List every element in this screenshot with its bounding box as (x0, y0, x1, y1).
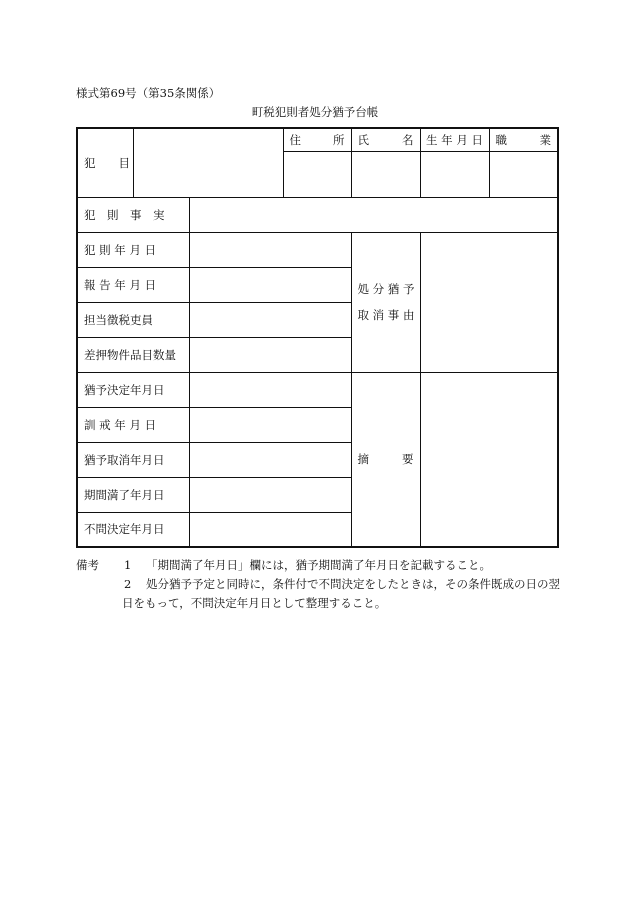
officer-label: 担当徴税吏員 (77, 302, 189, 337)
address-header: 住 所 (283, 128, 351, 151)
notes-label: 備考 (76, 558, 99, 572)
ledger-table (76, 127, 559, 548)
report-date-label: 報 告 年 月 日 (77, 267, 189, 302)
page-title: 町税犯則者処分猶予台帳 (251, 105, 379, 119)
grace-cancel-date-label: 猶予取消年月日 (77, 442, 189, 477)
note-item (76, 575, 560, 594)
grace-cancel-date-cell[interactable] (189, 442, 351, 477)
address-cell[interactable] (283, 151, 351, 197)
occupation-header: 職 業 (489, 128, 558, 151)
admonition-date-label: 訓 戒 年 月 日 (77, 407, 189, 442)
non-prosecution-date-label: 不問決定年月日 (77, 512, 189, 547)
admonition-date-cell[interactable] (189, 407, 351, 442)
crime-item-label: 犯 目 (77, 128, 133, 197)
seized-items-cell[interactable] (189, 337, 351, 372)
note-text: 「期間満了年月日」欄には，猶予期間満了年月日を記載すること。 (146, 558, 491, 572)
birthdate-header: 生 年 月 日 (420, 128, 489, 151)
crime-item-cell[interactable] (133, 128, 283, 197)
facts-cell[interactable] (189, 197, 558, 232)
expiry-date-label: 期間満了年月日 (77, 477, 189, 512)
facts-label: 犯 則 事 実 (77, 197, 189, 232)
non-prosecution-date-cell[interactable] (189, 512, 351, 547)
grace-decision-date-cell[interactable] (189, 372, 351, 407)
report-date-cell[interactable] (189, 267, 351, 302)
grace-decision-date-label: 猶予決定年月日 (77, 372, 189, 407)
form-number: 様式第69号（第35条関係） (76, 86, 221, 100)
officer-cell[interactable] (189, 302, 351, 337)
notes (76, 556, 560, 613)
expiry-date-cell[interactable] (189, 477, 351, 512)
name-header: 氏 名 (351, 128, 420, 151)
birthdate-cell[interactable] (420, 151, 489, 197)
violation-date-cell[interactable] (189, 232, 351, 267)
note-item (76, 556, 560, 575)
violation-date-label: 犯 則 年 月 日 (77, 232, 189, 267)
note-continuation: 日をもって，不問決定年月日として整理すること。 (122, 596, 387, 610)
summary-cell[interactable] (420, 372, 558, 547)
note-text: 処分猶予予定と同時に，条件付で不問決定をしたときは，その条件既成の日の翌 (146, 577, 560, 591)
note-number: 1 (124, 558, 132, 572)
note-number: 2 (124, 577, 132, 591)
grace-cancel-reason-label: 処 分 猶 予 取 消 事 由 (351, 232, 420, 372)
seized-items-label: 差押物件品目数量 (77, 337, 189, 372)
summary-label: 摘 要 (351, 372, 420, 547)
occupation-cell[interactable] (489, 151, 558, 197)
grace-cancel-reason-cell[interactable] (420, 232, 558, 372)
name-cell[interactable] (351, 151, 420, 197)
